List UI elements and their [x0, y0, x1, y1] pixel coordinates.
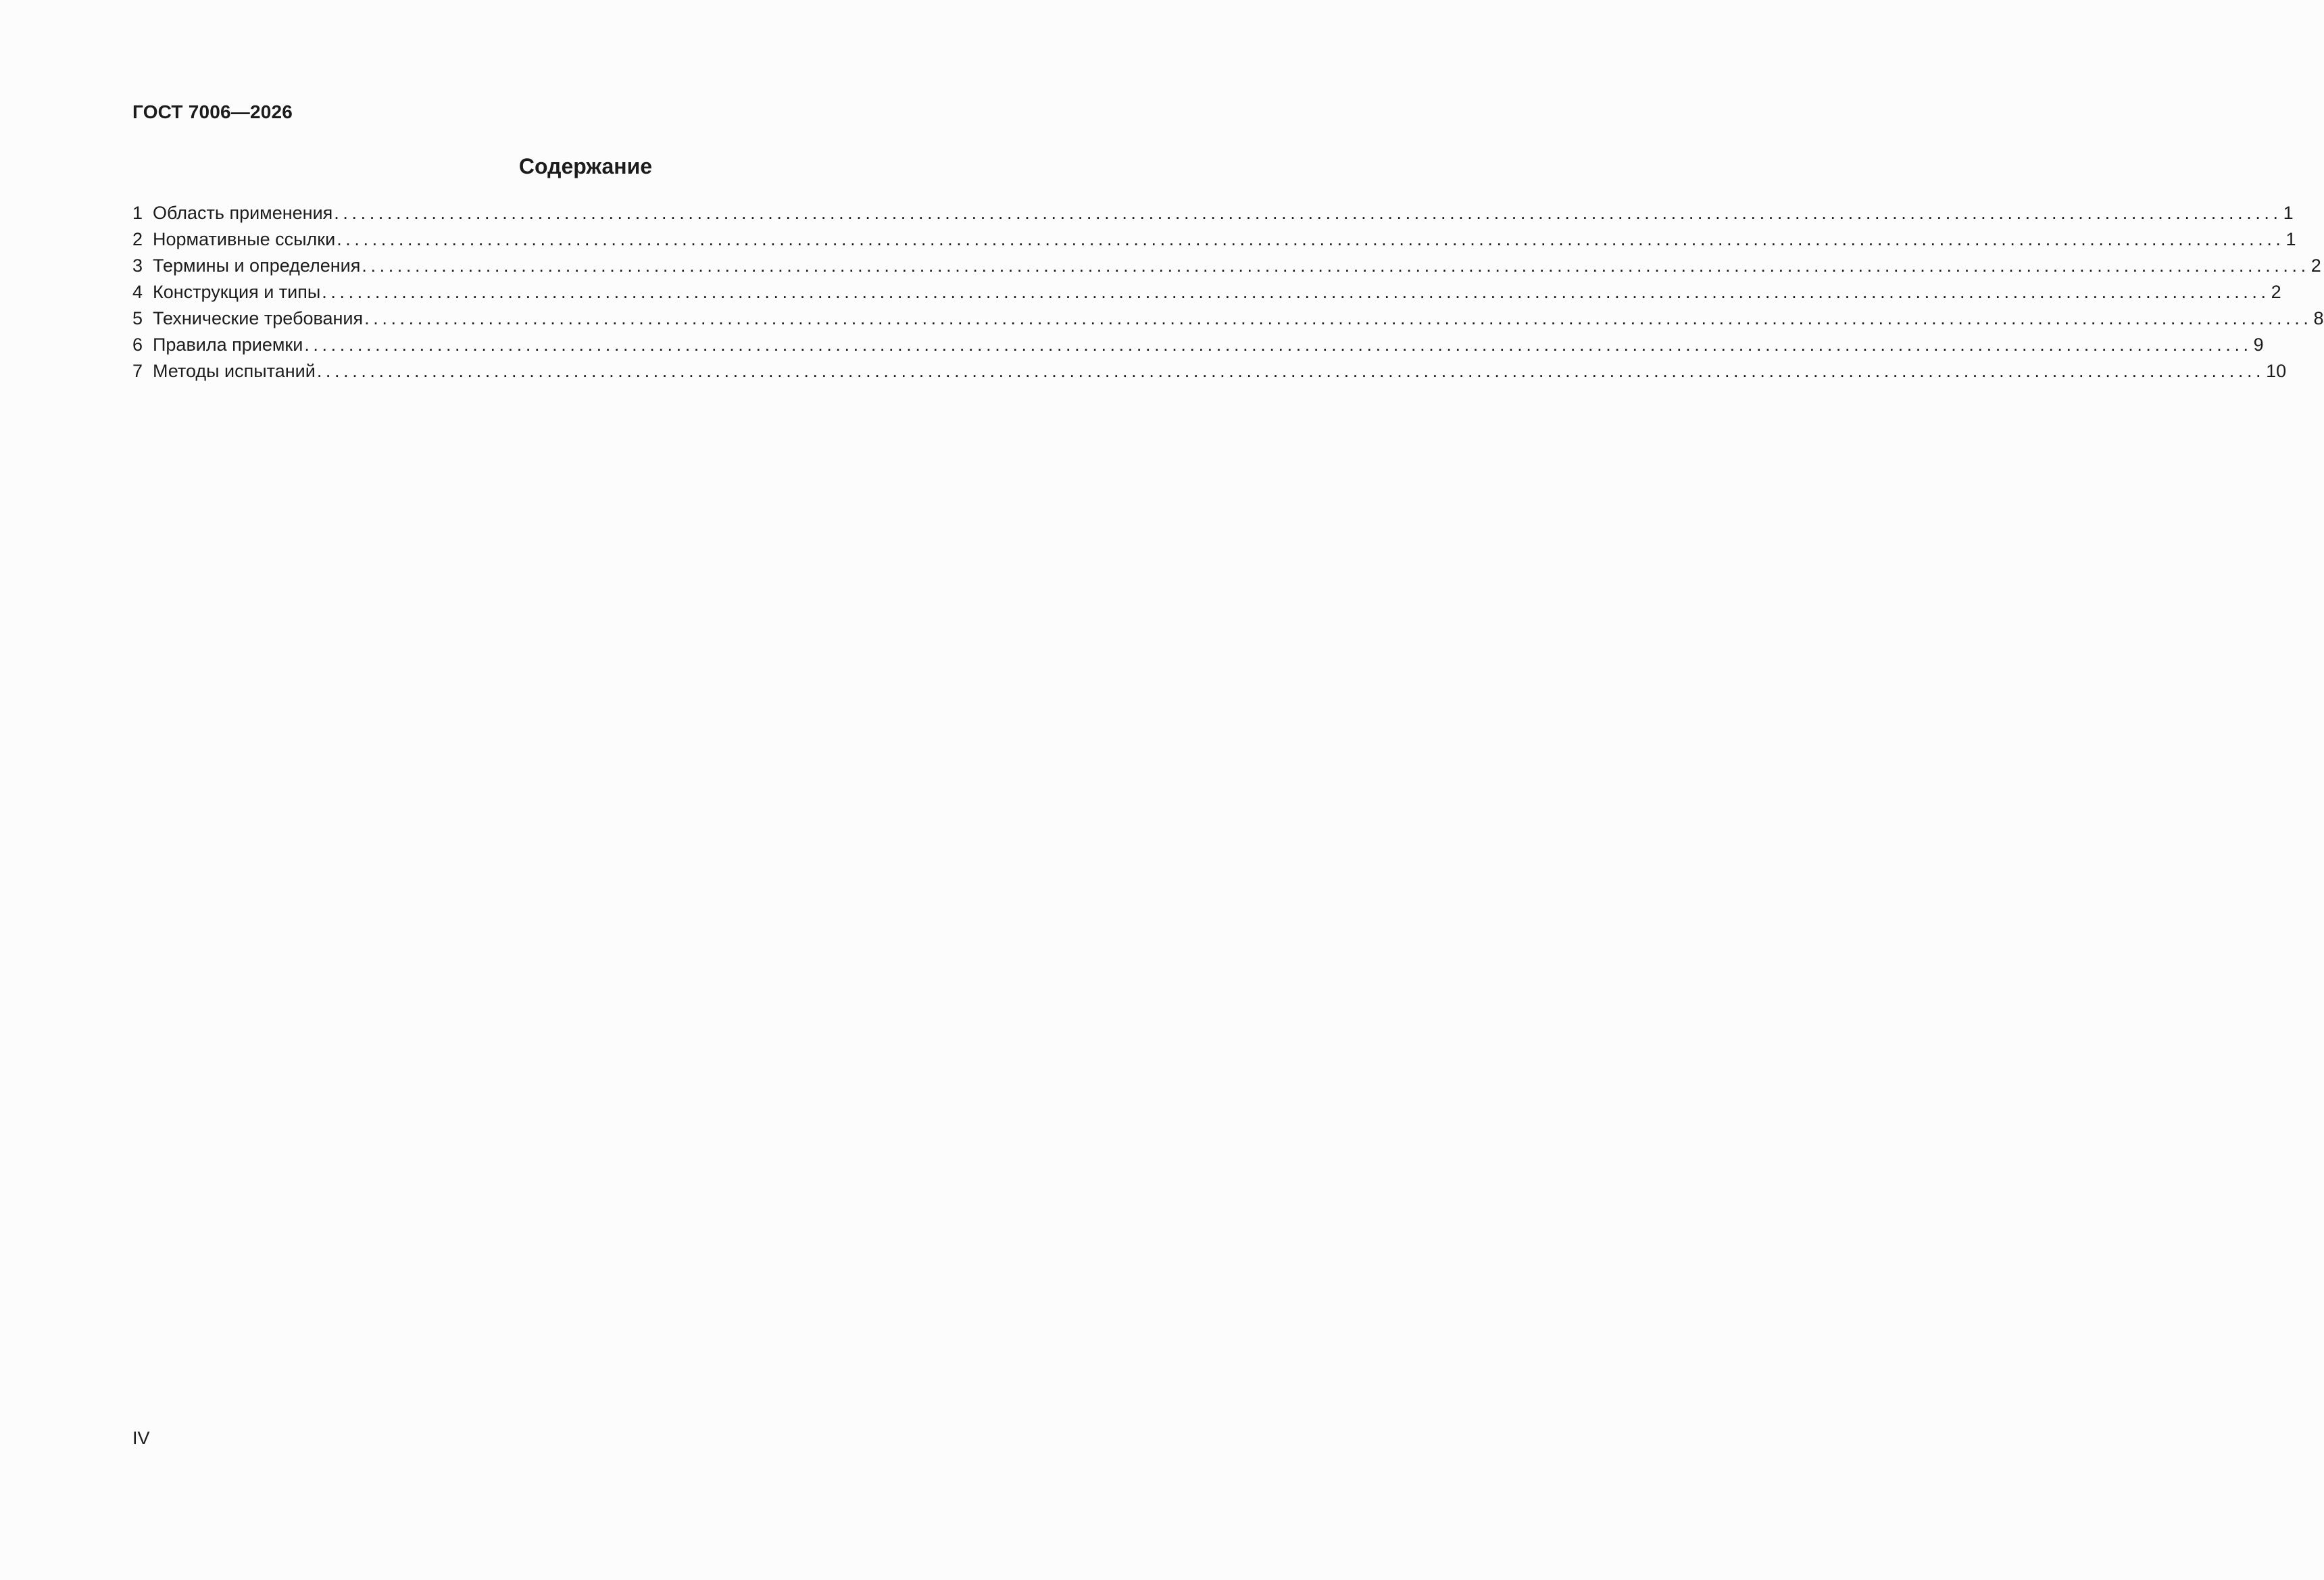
toc-title: Содержание	[518, 154, 653, 178]
toc-entry-title: Конструкция и типы	[153, 282, 321, 302]
toc-dot-leader: ............................................................................................................................................................................................................................	[316, 361, 2265, 381]
toc-dot-leader: ............................................................................................................................................................................................................................	[362, 255, 2310, 276]
toc-entry[interactable]	[132, 332, 2264, 358]
toc-entry[interactable]	[132, 358, 2287, 385]
toc-entry-page: 9	[2253, 335, 2264, 355]
toc-entry-number: 2	[132, 229, 143, 249]
toc-entry-title: Методы испытаний	[153, 361, 316, 381]
toc-entry-page: 2	[2271, 282, 2281, 302]
toc-entry-number: 5	[132, 308, 143, 328]
toc-entry-page: 8	[2313, 308, 2324, 328]
toc-entry-title: Нормативные ссылки	[153, 229, 336, 249]
page-number: IV	[132, 1428, 150, 1448]
toc-entry-page: 1	[2285, 229, 2296, 249]
toc-entry-number: 7	[132, 361, 143, 381]
toc-list	[132, 200, 2324, 385]
toc-entry-title: Технические требования	[153, 308, 364, 328]
toc-entry-number: 1	[132, 203, 143, 223]
toc-dot-leader: ............................................................................................................................................................................................................................	[364, 308, 2313, 328]
toc-entry[interactable]	[132, 200, 2294, 226]
toc-entry[interactable]	[132, 253, 2321, 279]
toc-entry-title: Правила приемки	[153, 335, 303, 355]
toc-entry-page: 1	[2283, 203, 2294, 223]
toc-entry[interactable]	[132, 279, 2281, 305]
toc-dot-leader: ............................................................................................................................................................................................................................	[322, 282, 2270, 302]
toc-dot-leader: ............................................................................................................................................................................................................................	[337, 229, 2285, 249]
toc-entry-number: 4	[132, 282, 143, 302]
toc-entry-title: Область применения	[153, 203, 333, 223]
toc-entry-page: 10	[2266, 361, 2287, 381]
toc-entry-number: 3	[132, 255, 143, 276]
toc-entry-number: 6	[132, 335, 143, 355]
toc-entry[interactable]	[132, 226, 2296, 253]
toc-dot-leader: ............................................................................................................................................................................................................................	[334, 203, 2282, 223]
toc-entry-title: Термины и определения	[153, 255, 361, 276]
toc-entry-page: 2	[2310, 255, 2321, 276]
standard-id: ГОСТ 7006—2026	[132, 101, 293, 122]
toc-entry[interactable]	[132, 305, 2324, 332]
toc-dot-leader: ............................................................................................................................................................................................................................	[304, 335, 2252, 355]
